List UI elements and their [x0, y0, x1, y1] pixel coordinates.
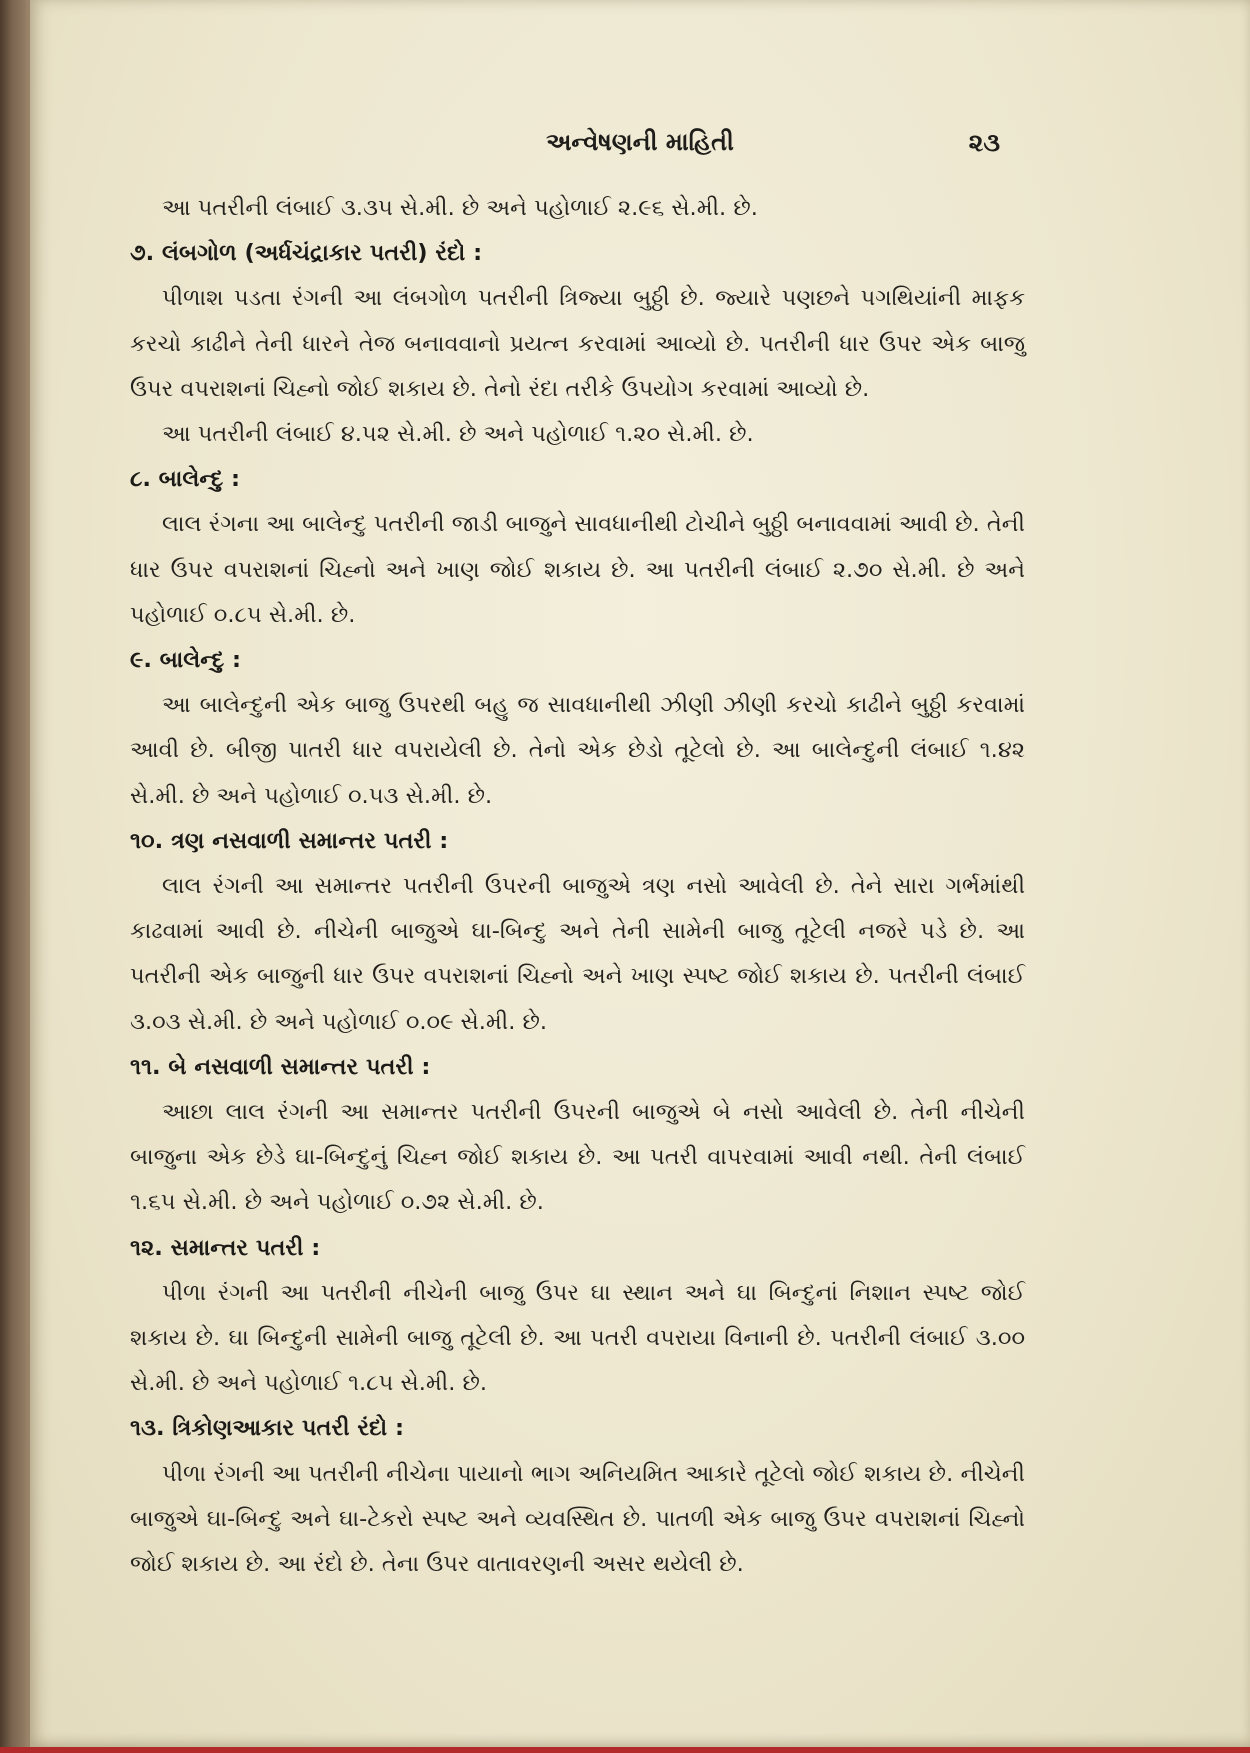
- paragraph: આ પતરીની લંબાઈ ૩.૩૫ સે.મી. છે અને પહોળાઈ ૨.૯૬ સે.મી. છે.: [162, 195, 758, 221]
- paragraph: પીળા રંગની આ પતરીની નીચેની બાજુ ઉપર ઘા સ્થાન અને ઘા બિન્દુનાં નિશાન સ્પષ્ટ જોઈ શકાય છે. ઘા બિન્દુની સામેની બાજુ તૂટેલી છે. આ પતરી વપરાયા વિનાની છે. પતરીની લંબાઈ ૩.૦૦ સે.મી. છે અને પહોળાઈ ૧.૮૫ સે.મી. છે.: [130, 1279, 1025, 1397]
- page-header: [30, 128, 1250, 168]
- section-heading: ૭. લંબગોળ (અર્ધચંદ્રાકાર પતરી) રંદો :: [130, 240, 483, 267]
- paragraph: આ પતરીની લંબાઈ ૪.૫૨ સે.મી. છે અને પહોળાઈ ૧.૨૦ સે.મી. છે.: [162, 421, 754, 448]
- page-body: [130, 186, 1025, 1587]
- section-heading: ૧૧. બે નસવાળી સમાન્તર પતરી :: [130, 1053, 431, 1080]
- section-heading: ૧૩. ત્રિકોણઆકાર પતરી રંદો :: [130, 1415, 405, 1442]
- section-heading: ૧૦. ત્રણ નસવાળી સમાન્તર પતરી :: [130, 827, 449, 854]
- book-page: [30, 0, 1250, 1748]
- paragraph: પીળાશ પડતા રંગની આ લંબગોળ પતરીની ત્રિજ્યા બુઠ્ઠી છે. જ્યારે પણછને પગથિયાંની માફક કરચો કાઢીને તેની ધારને તેજ બનાવવાનો પ્રયત્ન કરવામાં આવ્યો છે. પતરીની ધાર ઉપર એક બાજુ ઉપર વપરાશનાં ચિહ્નો જોઈ શકાય છે. તેનો રંદા તરીકે ઉપયોગ કરવામાં આવ્યો છે.: [130, 285, 1025, 402]
- section-heading: ૯. બાલેન્દુ :: [130, 647, 241, 674]
- section-heading: ૮. બાલેન્દુ :: [130, 466, 241, 493]
- page-bottom-edge: [0, 1747, 1250, 1753]
- paragraph: આ બાલેન્દુની એક બાજુ ઉપરથી બહુ જ સાવધાનીથી ઝીણી ઝીણી કરચો કાઢીને બુઠ્ઠી કરવામાં આવી છે. બીજી પાતરી ધાર વપરાયેલી છે. તેનો એક છેડો તૂટેલો છે. આ બાલેન્દુની લંબાઈ ૧.૪૨ સે.મી. છે અને પહોળાઈ ૦.૫૩ સે.મી. છે.: [130, 692, 1025, 809]
- running-title: અન્વેષણની માહિતી: [546, 128, 734, 156]
- paragraph: લાલ રંગની આ સમાન્તર પતરીની ઉપરની બાજુએ ત્રણ નસો આવેલી છે. તેને સારા ગર્ભમાંથી કાઢવામાં આવી છે. નીચેની બાજુએ ઘા-બિન્દુ અને તેની સામેની બાજુ તૂટેલી નજરે પડે છે. આ પતરીની એક બાજુની ધાર ઉપર વપરાશનાં ચિહ્નો અને ખાણ સ્પષ્ટ જોઈ શકાય છે. પતરીની લંબાઈ ૩.૦૩ સે.મી. છે અને પહોળાઈ ૦.૦૯ સે.મી. છે.: [130, 873, 1025, 1035]
- page-number: ૨૩: [968, 128, 1000, 157]
- paragraph: આછા લાલ રંગની આ સમાન્તર પતરીની ઉપરની બાજુએ બે નસો આવેલી છે. તેની નીચેની બાજુના એક છેડે ઘા-બિન્દુનું ચિહ્ન જોઈ શકાય છે. આ પતરી વાપરવામાં આવી નથી. તેની લંબાઈ ૧.૬૫ સે.મી. છે અને પહોળાઈ ૦.૭૨ સે.મી. છે.: [130, 1099, 1025, 1216]
- section-heading: ૧૨. સમાન્તર પતરી :: [130, 1234, 321, 1261]
- paragraph: લાલ રંગના આ બાલેન્દુ પતરીની જાડી બાજુને સાવધાનીથી ટોચીને બુઠ્ઠી બનાવવામાં આવી છે. તેની ધાર ઉપર વપરાશનાં ચિહ્નો અને ખાણ જોઈ શકાય છે. આ પતરીની લંબાઈ ૨.૭૦ સે.મી. છે અને પહોળાઈ ૦.૮૫ સે.મી. છે.: [130, 511, 1025, 628]
- paragraph: પીળા રંગની આ પતરીની નીચેના પાયાનો ભાગ અનિયમિત આકારે તૂટેલો જોઈ શકાય છે. નીચેની બાજુએ ઘા-બિન્દુ અને ઘા-ટેકરો સ્પષ્ટ અને વ્યવસ્થિત છે. પાતળી એક બાજુ ઉપર વપરાશનાં ચિહ્નો જોઈ શકાય છે. આ રંદો છે. તેના ઉપર વાતાવરણની અસર થયેલી છે.: [130, 1460, 1025, 1578]
